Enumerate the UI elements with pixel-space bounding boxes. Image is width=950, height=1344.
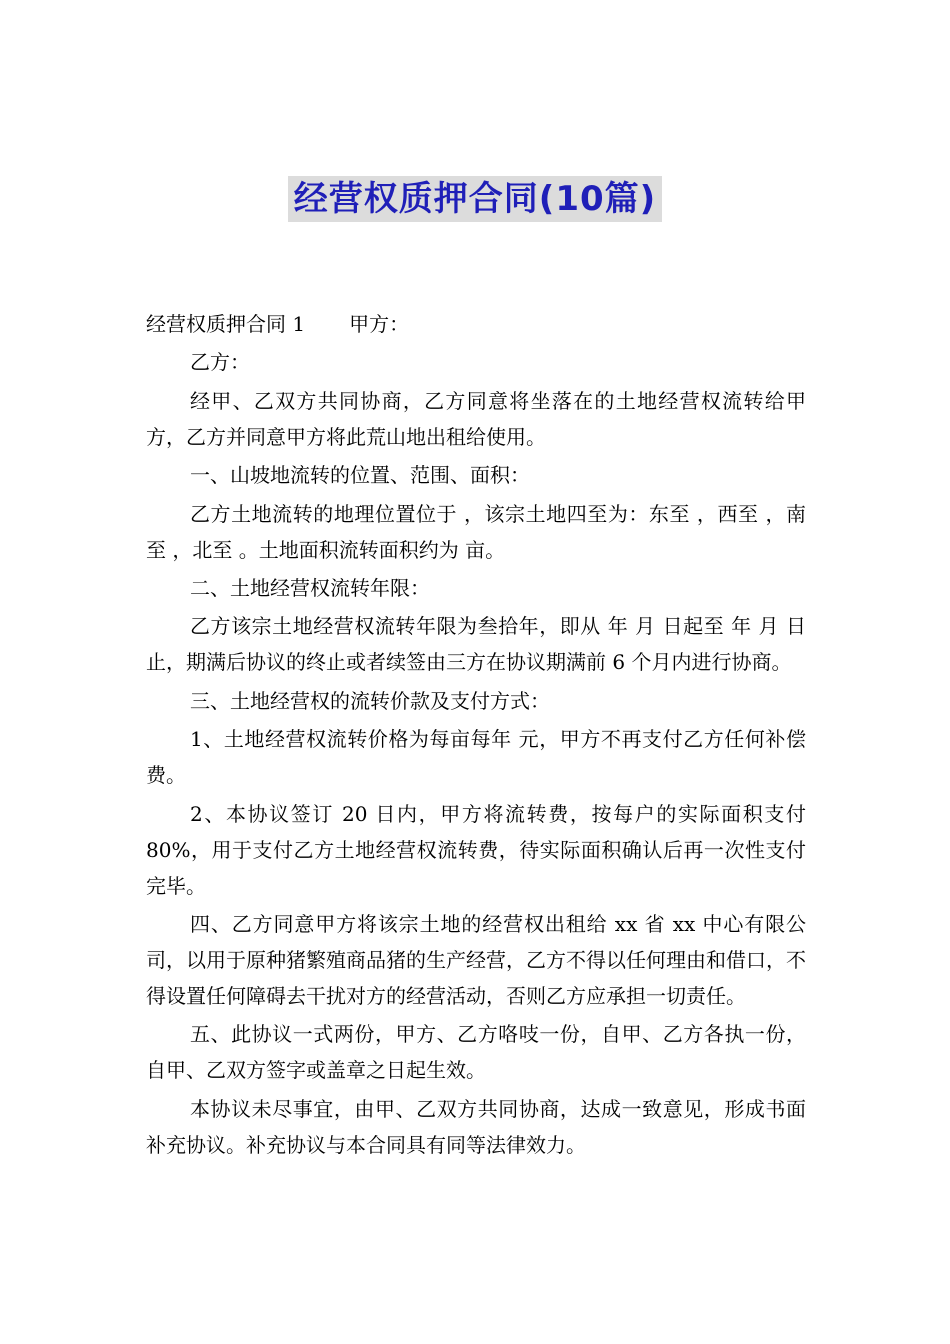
title-container <box>0 176 950 222</box>
paragraph: 经甲、乙双方共同协商，乙方同意将坐落在的土地经营权流转给甲方，乙方并同意甲方将此荒山地出租给使用。 <box>146 388 806 449</box>
paragraph: 五、此协议一式两份，甲方、乙方咯吱一份，自甲、乙方各执一份，自甲、乙双方签字或盖章之日起生效。 <box>146 1022 806 1083</box>
document-title: 经营权质押合同(10篇) <box>288 176 662 222</box>
section-heading: 三、土地经营权的流转价款及支付方式： <box>190 688 550 713</box>
paragraph: 乙方土地流转的地理位置位于 ，该宗土地四至为：东至 ，西至 ，南至 ，北至 。土地面积流转面积约为 亩。 <box>146 501 806 562</box>
section-heading: 二、土地经营权流转年限： <box>190 575 430 600</box>
paragraph: 2、本协议签订 20 日内，甲方将流转费，按每户的实际面积支付 80%，用于支付乙方土地经营权流转费，待实际面积确认后再一次性支付完毕。 <box>146 801 806 898</box>
section-heading: 一、山坡地流转的位置、范围、面积： <box>190 463 530 488</box>
document-body <box>146 306 806 1163</box>
contract-heading-line <box>146 306 806 342</box>
paragraph: 四、乙方同意甲方将该宗土地的经营权出租给 xx 省 xx 中心有限公司，以用于原种猪繁殖商品猪的生产经营，乙方不得以任何理由和借口，不得设置任何障碍去干扰对方的经营活动，否则乙方应承担一切责任。 <box>146 911 806 1008</box>
party-a-label: 甲方： <box>349 312 410 336</box>
paragraph: 本协议未尽事宜，由甲、乙双方共同协商，达成一致意见，形成书面补充协议。补充协议与本合同具有同等法律效力。 <box>146 1096 806 1157</box>
paragraph: 乙方该宗土地经营权流转年限为叁拾年，即从 年 月 日起至 年 月 日止，期满后协议的终止或者续签由三方在协议期满前 6 个月内进行协商。 <box>146 614 806 675</box>
paragraph: 乙方： <box>190 350 250 375</box>
contract-heading: 经营权质押合同 1 <box>146 312 306 336</box>
paragraph: 1、土地经营权流转价格为每亩每年 元，甲方不再支付乙方任何补偿费。 <box>146 727 806 788</box>
